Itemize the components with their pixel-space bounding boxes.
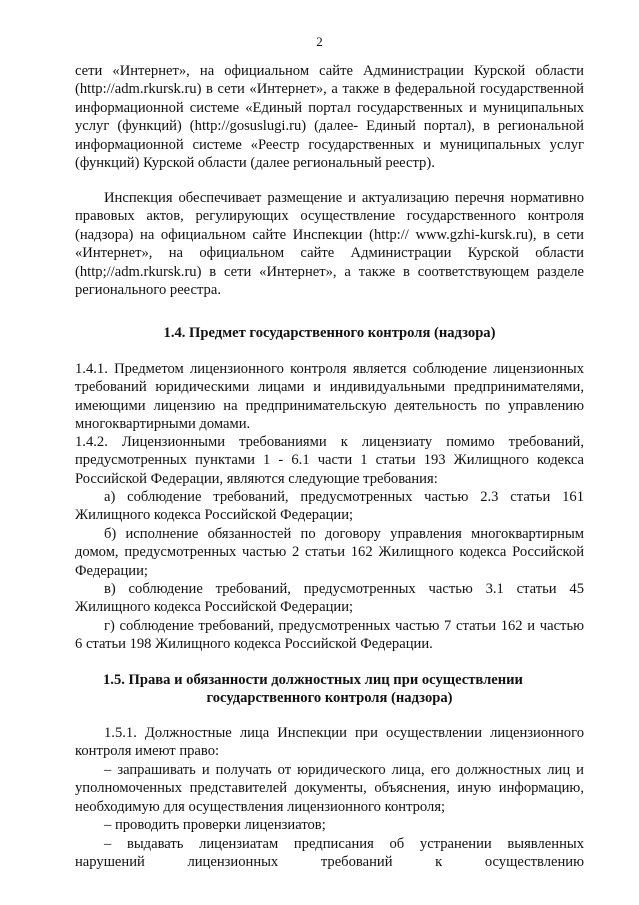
rights-list-item-orders: – выдавать лицензиатам предписания об устранении выявленных нарушений лицензионных требований к осуществлению (75, 836, 584, 871)
sub-item-a: а) соблюдение требований, предусмотренных частью 2.3 статьи 161 Жилищного кодекса Российской Федерации; (75, 489, 584, 524)
item-1-4-2: 1.4.2. Лицензионными требованиями к лицензиату помимо требований, предусмотренных пунктами 1 - 6.1 части 1 статьи 193 Жилищного кодекса Российской Федерации, являются следующие требования: (75, 434, 584, 487)
item-1-5-1: 1.5.1. Должностные лица Инспекции при осуществлении лицензионного контроля имеют право: (75, 725, 584, 760)
rights-list-item-request: – запрашивать и получать от юридического лица, его должностных лиц и уполномоченных представителей документы, объяснения, иную информацию, необходимую для осуществления лицензионного контроля; (75, 762, 584, 815)
section-1-4-heading: 1.4. Предмет государственного контроля (надзора) (163, 325, 496, 341)
section-1-5-heading-line1: 1.5. Права и обязанности должностных лиц при осуществлении (103, 672, 523, 688)
paragraph-publication-sites: сети «Интернет», на официальном сайте Администрации Курской области (http://adm.rkursk.ru) в сети «Интернет», а также в федеральной государственной информационной системе «Единый портал государственных и муниципальных услуг (функций) (http://gosuslugi.ru) (далее- Единый портал), в региональной информационной системе «Реестр государственных и муниципальных услуг (функций) Курской области (далее региональный реестр). (75, 63, 584, 172)
paragraph-inspection-duties: Инспекция обеспечивает размещение и актуализацию перечня нормативно правовых актов, регулирующих осуществление государственного контроля (надзора) на официальном сайте Инспекции (http:// www.gzhi-kursk.ru), в сети «Интернет», на официальном сайте Администрации Курской области (http;//adm.rkursk.ru) в сети «Интернет», а также в соответствующем разделе регионального реестра. (75, 190, 584, 299)
page-number: 2 (316, 34, 323, 49)
sub-item-g: г) соблюдение требований, предусмотренных частью 7 статьи 162 и частью 6 статьи 198 Жилищного кодекса Российской Федерации. (75, 618, 584, 653)
rights-list-item-inspections: – проводить проверки лицензиатов; (104, 817, 326, 833)
item-1-4-1: 1.4.1. Предметом лицензионного контроля является соблюдение лицензионных требований юридическими лицами и индивидуальными предпринимателями, имеющими лицензию на предпринимательскую деятельность по управлению многоквартирными домами. (75, 361, 584, 433)
sub-item-b: б) исполнение обязанностей по договору управления многоквартирным домом, предусмотренных частью 2 статьи 162 Жилищного кодекса Российской Федерации; (75, 526, 584, 579)
section-1-5-heading-line2: государственного контроля (надзора) (206, 690, 453, 706)
sub-item-v: в) соблюдение требований, предусмотренных частью 3.1 статьи 45 Жилищного кодекса Российской Федерации; (75, 581, 584, 616)
